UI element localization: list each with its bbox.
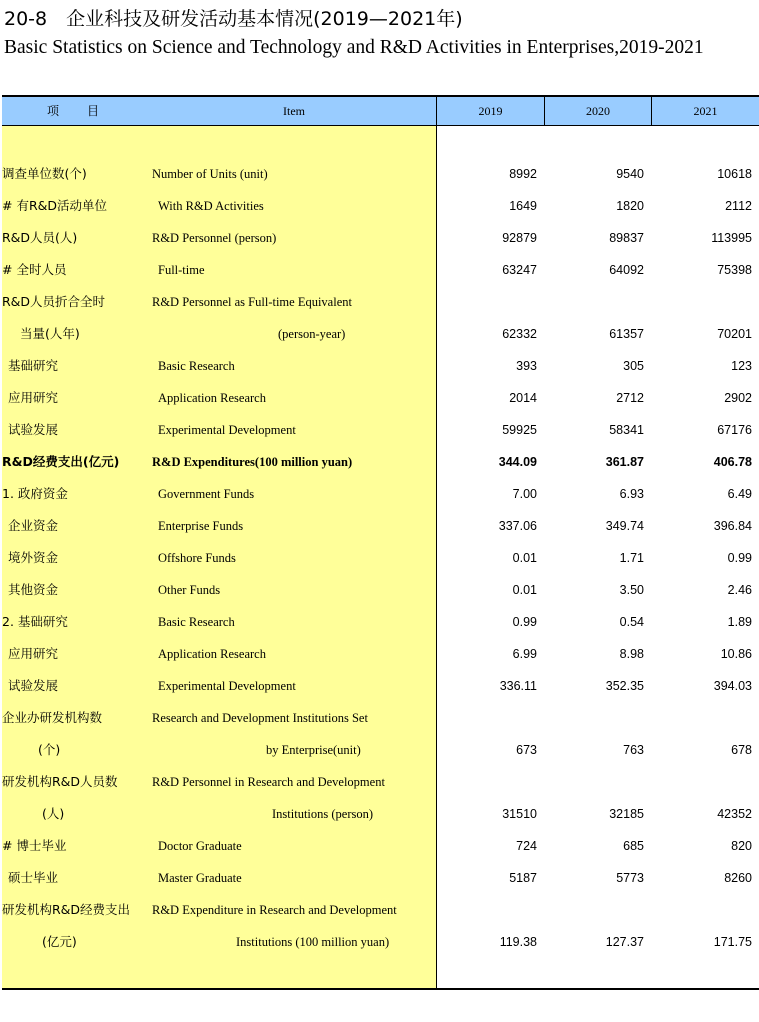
value-2019: 63247 <box>502 263 537 277</box>
row-label-english: Other Funds <box>158 583 221 597</box>
value-2021: 10618 <box>717 167 752 181</box>
value-2020: 763 <box>623 743 644 757</box>
value-2019: 0.01 <box>512 583 537 597</box>
table-row <box>2 382 759 414</box>
value-2020: 61357 <box>609 327 644 341</box>
value-2020 <box>544 702 644 734</box>
row-label-chinese: (亿元) <box>42 934 77 949</box>
value-2020: 5773 <box>616 871 644 885</box>
table-title-chinese: 20-8 企业科技及研发活动基本情况(2019—2021年) <box>4 8 463 30</box>
value-2020: 127.37 <box>605 935 644 949</box>
row-label-english: (person-year) <box>278 327 346 341</box>
value-2021 <box>652 894 752 926</box>
value-2021: 678 <box>731 743 752 757</box>
row-label-chinese: 研发机构R&D人员数 <box>2 774 118 789</box>
value-2019: 6.99 <box>512 647 537 661</box>
table-row <box>2 318 759 350</box>
table-row <box>2 190 759 222</box>
row-label-english: Experimental Development <box>158 423 296 437</box>
value-2019: 5187 <box>509 871 537 885</box>
value-2021: 171.75 <box>713 935 752 949</box>
value-2019: 62332 <box>502 327 537 341</box>
row-label-chinese: 当量(人年) <box>20 326 80 341</box>
row-label-chinese: 应用研究 <box>8 390 59 405</box>
value-2019: 337.06 <box>498 519 537 533</box>
value-2021 <box>652 702 752 734</box>
table-row <box>2 542 759 574</box>
value-2020: 8.98 <box>619 647 644 661</box>
table-row <box>2 350 759 382</box>
row-label-chinese: 企业资金 <box>8 518 59 533</box>
row-label-english: R&D Personnel as Full-time Equivalent <box>152 295 352 309</box>
row-label-english: R&D Expenditures(100 million yuan) <box>152 455 353 469</box>
value-2021: 2902 <box>724 391 752 405</box>
value-2021 <box>652 286 752 318</box>
row-label-english: Institutions (person) <box>272 807 374 821</box>
row-label-chinese: 境外资金 <box>8 550 59 565</box>
value-2021: 396.84 <box>713 519 752 533</box>
table-row <box>2 446 759 478</box>
value-2021: 820 <box>731 839 752 853</box>
value-2020: 9540 <box>616 167 644 181</box>
value-2019 <box>437 286 537 318</box>
row-label-chinese: 2. 基础研究 <box>2 614 68 629</box>
statistics-table <box>2 95 759 991</box>
table-row <box>2 574 759 606</box>
value-2020: 64092 <box>609 263 644 277</box>
table-row <box>2 734 759 766</box>
table-title-english: Basic Statistics on Science and Technology and R&D Activities in Enterprises,2019-2021 <box>4 37 704 58</box>
value-2021: 2112 <box>725 199 752 213</box>
value-2020: 32185 <box>609 807 644 821</box>
value-2021 <box>652 766 752 798</box>
value-2021: 406.78 <box>713 455 752 469</box>
value-2019 <box>437 702 537 734</box>
row-label-english: Number of Units (unit) <box>152 167 268 181</box>
table-row <box>2 286 759 318</box>
table-row <box>2 158 759 190</box>
table-row <box>2 702 759 734</box>
row-label-chinese: 研发机构R&D经费支出 <box>2 902 131 917</box>
table-row <box>2 926 759 958</box>
value-2020 <box>544 894 644 926</box>
value-2019 <box>437 766 537 798</box>
table-row <box>2 862 759 894</box>
row-label-english: Application Research <box>158 391 266 405</box>
row-label-chinese: 1. 政府资金 <box>2 486 68 501</box>
value-2021: 1.89 <box>727 615 752 629</box>
row-label-chinese: 硕士毕业 <box>8 870 59 885</box>
row-label-english: Application Research <box>158 647 266 661</box>
row-label-chinese: (个) <box>38 742 61 757</box>
row-label-chinese: R&D经费支出(亿元) <box>2 454 120 469</box>
table-bottom-rule <box>2 988 759 990</box>
value-2020: 1.71 <box>619 551 644 565</box>
value-2019: 8992 <box>509 167 537 181</box>
row-label-english: Basic Research <box>158 359 235 373</box>
value-2020: 352.35 <box>605 679 644 693</box>
value-2019 <box>437 894 537 926</box>
row-label-chinese: 企业办研发机构数 <box>2 710 103 725</box>
row-label-english: Full-time <box>158 263 205 277</box>
row-label-english: Institutions (100 million yuan) <box>236 935 390 949</box>
row-label-english: Government Funds <box>158 487 255 501</box>
value-2021: 67176 <box>717 423 752 437</box>
row-label-english: Enterprise Funds <box>158 519 244 533</box>
value-2021: 113995 <box>711 231 752 245</box>
row-label-chinese: # 博士毕业 <box>2 838 67 853</box>
row-label-chinese: 基础研究 <box>8 358 59 373</box>
row-label-chinese: # 有R&D活动单位 <box>2 198 108 213</box>
value-2020 <box>544 286 644 318</box>
value-2020: 2712 <box>616 391 644 405</box>
value-2019: 7.00 <box>512 487 537 501</box>
value-2019: 724 <box>516 839 537 853</box>
table-row <box>2 606 759 638</box>
header-item-english: Item <box>283 104 305 118</box>
row-label-chinese: R&D人员(人) <box>2 230 78 245</box>
row-label-english: With R&D Activities <box>158 199 264 213</box>
value-2020: 6.93 <box>619 487 644 501</box>
table-row <box>2 894 759 926</box>
value-2019: 344.09 <box>498 455 537 469</box>
row-label-english: R&D Expenditure in Research and Development <box>152 903 397 917</box>
row-label-english: R&D Personnel in Research and Development <box>152 775 385 789</box>
row-label-chinese: 应用研究 <box>8 646 59 661</box>
table-row <box>2 478 759 510</box>
header-year-2019: 2019 <box>478 104 503 118</box>
value-2021: 10.86 <box>720 647 752 661</box>
value-2019: 1649 <box>509 199 537 213</box>
value-2020: 1820 <box>616 199 644 213</box>
value-2020: 685 <box>623 839 644 853</box>
row-label-english: Experimental Development <box>158 679 296 693</box>
value-2019: 2014 <box>509 391 537 405</box>
table-row <box>2 414 759 446</box>
value-2021: 42352 <box>717 807 752 821</box>
value-2019: 673 <box>516 743 537 757</box>
value-2019: 0.99 <box>512 615 537 629</box>
value-2020: 89837 <box>609 231 644 245</box>
value-2021: 8260 <box>724 871 752 885</box>
value-2021: 75398 <box>717 263 752 277</box>
row-label-english: Doctor Graduate <box>158 839 242 853</box>
row-label-chinese: R&D人员折合全时 <box>2 294 106 309</box>
row-label-english: R&D Personnel (person) <box>152 231 277 245</box>
value-2021: 70201 <box>717 327 752 341</box>
value-2019: 59925 <box>502 423 537 437</box>
table-row <box>2 830 759 862</box>
table-row <box>2 798 759 830</box>
value-2021: 123 <box>731 359 752 373</box>
header-year-2021: 2021 <box>693 104 718 118</box>
row-label-chinese: 其他资金 <box>8 582 59 597</box>
table-row <box>2 222 759 254</box>
value-2019: 336.11 <box>499 679 537 693</box>
value-2020: 58341 <box>609 423 644 437</box>
value-2020 <box>544 766 644 798</box>
table-row <box>2 638 759 670</box>
table-row <box>2 766 759 798</box>
value-2021: 0.99 <box>727 551 752 565</box>
value-2020: 361.87 <box>605 455 644 469</box>
value-2021: 2.46 <box>727 583 752 597</box>
table-row <box>2 254 759 286</box>
row-label-chinese: 试验发展 <box>8 422 59 437</box>
value-2020: 305 <box>623 359 644 373</box>
header-year-2020: 2020 <box>586 104 610 118</box>
value-2019: 0.01 <box>512 551 537 565</box>
value-2019: 393 <box>516 359 537 373</box>
row-label-english: Research and Development Institutions Set <box>152 711 368 725</box>
header-item-chinese: 项 目 <box>46 104 107 118</box>
table-header <box>2 97 759 126</box>
row-label-english: Offshore Funds <box>158 551 236 565</box>
value-2020: 0.54 <box>619 615 644 629</box>
row-label-english: Basic Research <box>158 615 235 629</box>
value-2020: 349.74 <box>605 519 644 533</box>
row-label-chinese: # 全时人员 <box>2 262 67 277</box>
row-label-english: by Enterprise(unit) <box>266 743 361 757</box>
row-label-chinese: (人) <box>42 806 65 821</box>
value-2019: 31510 <box>502 807 537 821</box>
row-label-chinese: 调查单位数(个) <box>2 166 87 181</box>
value-2020: 3.50 <box>619 583 644 597</box>
row-label-english: Master Graduate <box>158 871 242 885</box>
table-row <box>2 670 759 702</box>
value-2021: 6.49 <box>727 487 752 501</box>
value-2021: 394.03 <box>713 679 752 693</box>
value-2019: 92879 <box>502 231 537 245</box>
value-2019: 119.38 <box>499 935 537 949</box>
table-row <box>2 510 759 542</box>
row-label-chinese: 试验发展 <box>8 678 59 693</box>
